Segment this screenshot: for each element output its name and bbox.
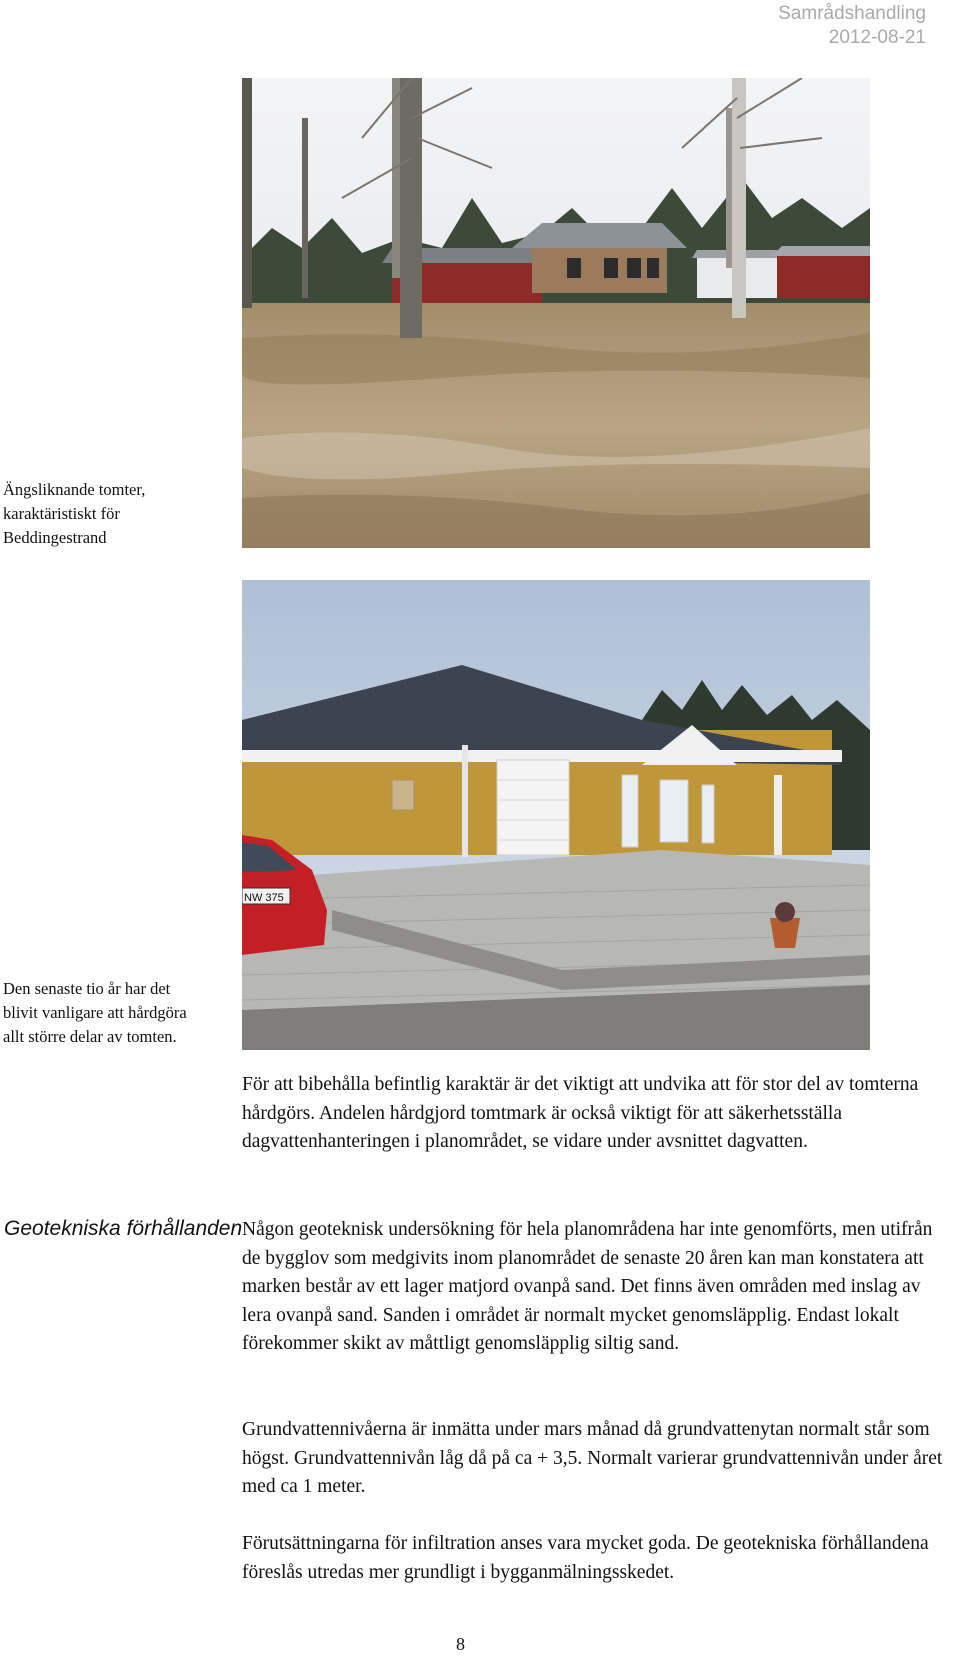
photo-caption-meadow: Ängsliknande tomter, karaktäristiskt för Beddingestrand <box>3 480 146 547</box>
document-status: Samrådshandling <box>778 3 926 24</box>
page-number: 8 <box>456 1634 465 1654</box>
document-header <box>778 2 926 50</box>
paragraph-hardsurface: För att bibehålla befintlig karaktär är det viktigt att undvika att för stor del av tomterna hårdgörs. Andelen hårdgjord tomtmark är också viktigt för att säkerhetsställa dagvattenhanteringen i planområdet, se vidare under avsnittet dagvatten. <box>242 1074 919 1152</box>
section-heading-geotechnical: Geotekniska förhållanden <box>4 1217 243 1240</box>
paragraph-infiltration: Förutsättningarna för infiltration anses vara mycket goda. De geotekniska förhållandena föreslås utredas mer grundligt i bygganmälningsskedet. <box>242 1533 929 1583</box>
meadow-plot-photo <box>242 78 870 548</box>
paved-driveway-photo <box>242 580 870 1050</box>
photo-caption-paved: Den senaste tio år har det blivit vanligare att hårdgöra allt större delar av tomten. <box>3 979 187 1046</box>
paragraph-geotechnical-survey: Någon geoteknisk undersökning för hela planområdena har inte genomförts, men utifrån de bygglov som medgivits inom planområdet de senaste 20 åren kan man konstatera att marken består av ett lager matjord ovanpå sand. Det finns även områden med inslag av lera ovanpå sand. Sanden i området är normalt mycket genomsläpplig. Endast lokalt förekommer skikt av måttligt genomsläpplig siltig sand. <box>242 1219 933 1354</box>
paragraph-groundwater: Grundvattennivåerna är inmätta under mars månad då grundvattenytan normalt står som högst. Grundvattennivån låg då på ca + 3,5. Normalt varierar grundvattennivån under året med ca 1 meter. <box>242 1419 943 1497</box>
car-license-plate: NW 375 <box>244 892 284 904</box>
document-date: 2012-08-21 <box>828 27 926 48</box>
